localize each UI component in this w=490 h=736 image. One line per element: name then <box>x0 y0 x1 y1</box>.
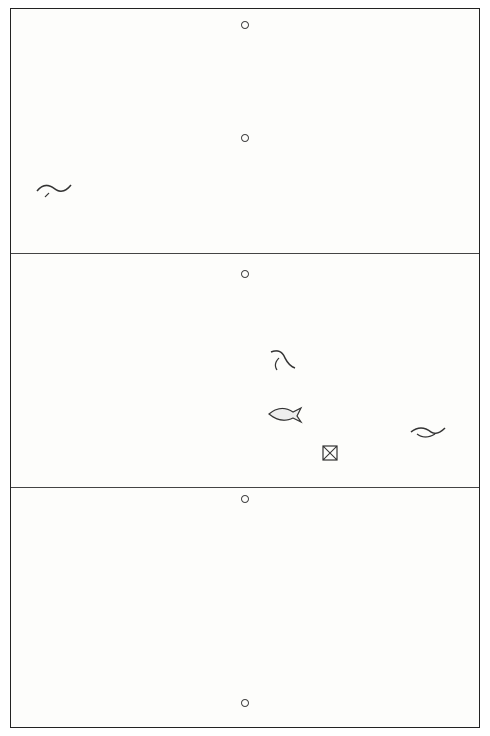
circle-mark <box>241 495 249 503</box>
bird-flourish-icon <box>35 177 75 199</box>
flower-flourish-icon <box>267 346 297 372</box>
book-page <box>10 8 480 728</box>
bird-flourish-icon <box>409 422 449 442</box>
circle-mark <box>241 21 249 29</box>
bottom-panel <box>11 487 479 728</box>
circle-mark <box>241 270 249 278</box>
fish-flourish-icon <box>267 404 303 424</box>
top-panel <box>11 9 479 251</box>
circle-mark <box>241 134 249 142</box>
middle-panel <box>11 253 479 486</box>
square-emblem-icon <box>321 444 339 462</box>
circle-mark <box>241 699 249 707</box>
